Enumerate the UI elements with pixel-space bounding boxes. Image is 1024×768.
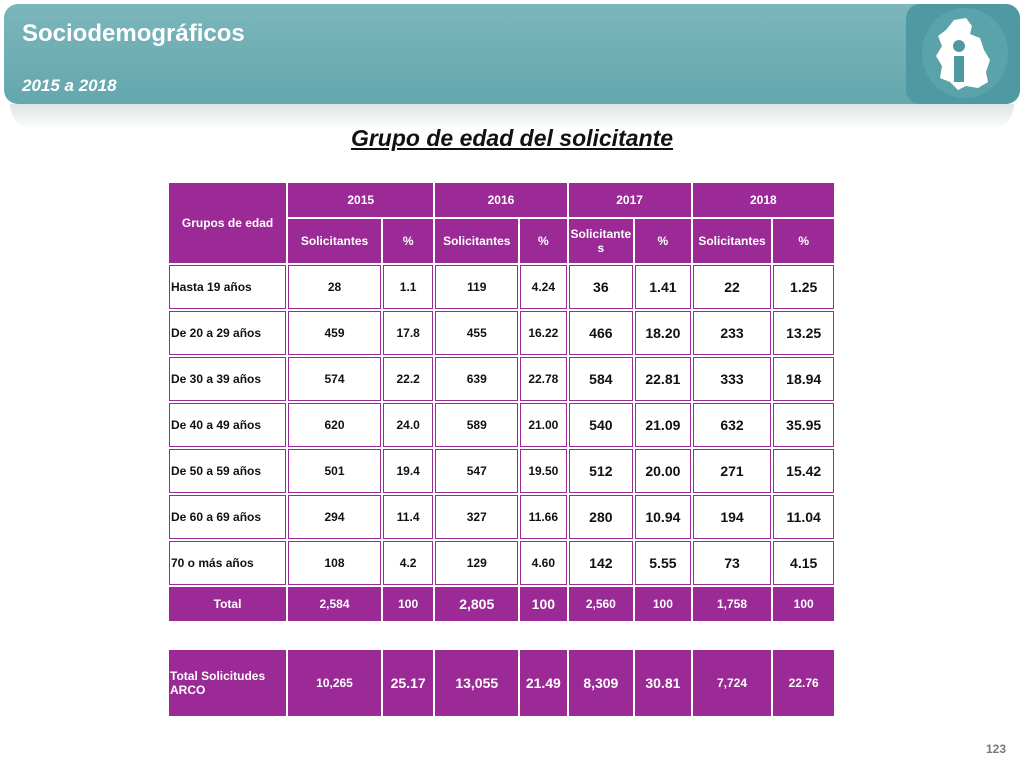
column-header: Solicitantes bbox=[435, 219, 518, 263]
table-cell: 16.22 bbox=[520, 311, 566, 355]
total-cell: 100 bbox=[520, 587, 566, 621]
table-cell: 4.60 bbox=[520, 541, 566, 585]
year-header: 2015 bbox=[288, 183, 433, 217]
table-cell: 24.0 bbox=[383, 403, 433, 447]
total-cell: 100 bbox=[773, 587, 834, 621]
table-cell: 11.66 bbox=[520, 495, 566, 539]
table-cell: 22.81 bbox=[635, 357, 691, 401]
table-cell: 466 bbox=[569, 311, 634, 355]
table-cell: 584 bbox=[569, 357, 634, 401]
page-subtitle: 2015 a 2018 bbox=[22, 76, 117, 95]
column-header: Solicitantes bbox=[693, 219, 772, 263]
table-cell: 589 bbox=[435, 403, 518, 447]
section-heading: Grupo de edad del solicitante bbox=[350, 125, 674, 151]
table-cell: 639 bbox=[435, 357, 518, 401]
table-cell: 22 bbox=[693, 265, 772, 309]
table-cell: 21.09 bbox=[635, 403, 691, 447]
table-cell: 20.00 bbox=[635, 449, 691, 493]
table-cell: 13.25 bbox=[773, 311, 834, 355]
table-cell: 10.94 bbox=[635, 495, 691, 539]
table-cell: 294 bbox=[288, 495, 381, 539]
table-cell: 17.8 bbox=[383, 311, 433, 355]
column-header: Solicitantes bbox=[288, 219, 381, 263]
table-row bbox=[169, 449, 834, 493]
table-row bbox=[169, 265, 834, 309]
year-header: 2016 bbox=[435, 183, 566, 217]
arco-cell: 10,265 bbox=[288, 650, 381, 716]
map-info-icon bbox=[932, 16, 994, 92]
table-cell: 547 bbox=[435, 449, 518, 493]
table-cell: 1.25 bbox=[773, 265, 834, 309]
total-cell: 1,758 bbox=[693, 587, 772, 621]
arco-cell: 8,309 bbox=[569, 650, 634, 716]
table-cell: 501 bbox=[288, 449, 381, 493]
table-cell: 108 bbox=[288, 541, 381, 585]
total-cell: 100 bbox=[383, 587, 433, 621]
arco-cell: 13,055 bbox=[435, 650, 518, 716]
row-label: De 30 a 39 años bbox=[169, 357, 286, 401]
column-header: % bbox=[383, 219, 433, 263]
year-header: 2017 bbox=[569, 183, 691, 217]
total-cell: 2,560 bbox=[569, 587, 634, 621]
row-label: De 20 a 29 años bbox=[169, 311, 286, 355]
table-cell: 73 bbox=[693, 541, 772, 585]
total-label: Total bbox=[169, 587, 286, 621]
arco-label: Total Solicitudes ARCO bbox=[169, 650, 286, 716]
table-cell: 455 bbox=[435, 311, 518, 355]
table-cell: 333 bbox=[693, 357, 772, 401]
table-cell: 11.04 bbox=[773, 495, 834, 539]
table-cell: 19.4 bbox=[383, 449, 433, 493]
row-label: De 50 a 59 años bbox=[169, 449, 286, 493]
total-cell: 2,805 bbox=[435, 587, 518, 621]
table-row bbox=[169, 311, 834, 355]
table-cell: 540 bbox=[569, 403, 634, 447]
table-cell: 36 bbox=[569, 265, 634, 309]
table-cell: 233 bbox=[693, 311, 772, 355]
table-cell: 28 bbox=[288, 265, 381, 309]
table-cell: 327 bbox=[435, 495, 518, 539]
table-cell: 574 bbox=[288, 357, 381, 401]
table-cell: 4.2 bbox=[383, 541, 433, 585]
arco-cell: 25.17 bbox=[383, 650, 433, 716]
table-row bbox=[169, 541, 834, 585]
table-cell: 11.4 bbox=[383, 495, 433, 539]
arco-cell: 21.49 bbox=[520, 650, 566, 716]
table-cell: 4.15 bbox=[773, 541, 834, 585]
row-label: De 60 a 69 años bbox=[169, 495, 286, 539]
row-label: Hasta 19 años bbox=[169, 265, 286, 309]
column-header: Solicitante s bbox=[569, 219, 634, 263]
table-cell: 620 bbox=[288, 403, 381, 447]
table-cell: 459 bbox=[288, 311, 381, 355]
table-cell: 22.2 bbox=[383, 357, 433, 401]
table-cell: 271 bbox=[693, 449, 772, 493]
arco-table bbox=[167, 648, 836, 718]
table-row bbox=[169, 495, 834, 539]
table-cell: 129 bbox=[435, 541, 518, 585]
arco-cell: 7,724 bbox=[693, 650, 772, 716]
total-cell: 2,584 bbox=[288, 587, 381, 621]
header-banner bbox=[4, 4, 1020, 104]
table-cell: 18.94 bbox=[773, 357, 834, 401]
corner-header: Grupos de edad bbox=[169, 183, 286, 263]
column-header: % bbox=[520, 219, 566, 263]
table-cell: 512 bbox=[569, 449, 634, 493]
table-cell: 280 bbox=[569, 495, 634, 539]
table-cell: 19.50 bbox=[520, 449, 566, 493]
column-header: % bbox=[635, 219, 691, 263]
age-group-table bbox=[167, 181, 836, 623]
table-cell: 632 bbox=[693, 403, 772, 447]
table-cell: 18.20 bbox=[635, 311, 691, 355]
row-label: De 40 a 49 años bbox=[169, 403, 286, 447]
page-title: Sociodemográficos bbox=[22, 20, 245, 47]
table-cell: 119 bbox=[435, 265, 518, 309]
table-cell: 1.1 bbox=[383, 265, 433, 309]
year-header: 2018 bbox=[693, 183, 834, 217]
logo bbox=[906, 4, 1020, 104]
table-row bbox=[169, 403, 834, 447]
table-cell: 4.24 bbox=[520, 265, 566, 309]
total-cell: 100 bbox=[635, 587, 691, 621]
table-cell: 194 bbox=[693, 495, 772, 539]
table-cell: 22.78 bbox=[520, 357, 566, 401]
table-cell: 142 bbox=[569, 541, 634, 585]
row-label: 70 o más años bbox=[169, 541, 286, 585]
table-cell: 35.95 bbox=[773, 403, 834, 447]
table-cell: 1.41 bbox=[635, 265, 691, 309]
column-header: % bbox=[773, 219, 834, 263]
arco-cell: 22.76 bbox=[773, 650, 834, 716]
table-cell: 21.00 bbox=[520, 403, 566, 447]
table-cell: 5.55 bbox=[635, 541, 691, 585]
arco-cell: 30.81 bbox=[635, 650, 691, 716]
table-cell: 15.42 bbox=[773, 449, 834, 493]
table-row bbox=[169, 357, 834, 401]
page-number: 123 bbox=[985, 742, 1006, 756]
